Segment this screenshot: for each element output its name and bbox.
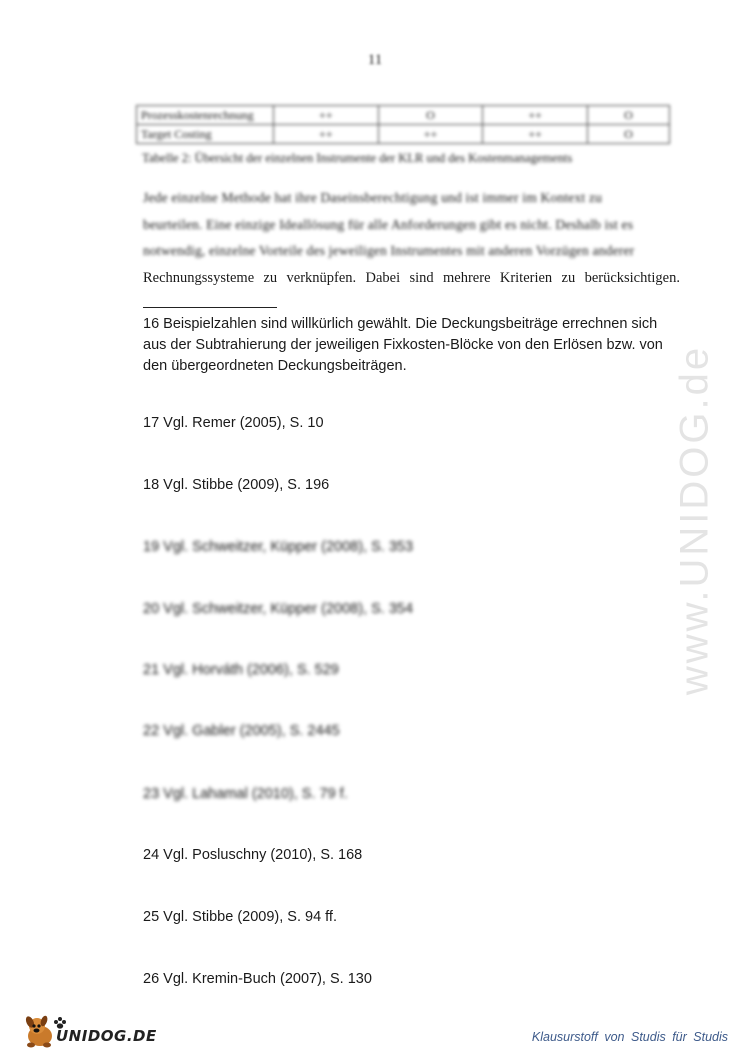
footnote-separator	[143, 307, 277, 308]
paragraph-line: Rechnungssysteme zu verknüpfen. Dabei sind mehrere Kriterien zu berücksichtigen.	[143, 270, 680, 286]
table-cell: O	[587, 125, 669, 144]
table-row	[137, 106, 670, 125]
footnote-16: 16 Beispielzahlen sind willkürlich gewählt. Die Deckungsbeiträge errechnen sich aus der Subtrahierung der jeweiligen Fixkosten-Blöcke von den Erlösen bzw. von den übergeordneten Deckungsbeiträgen.	[143, 316, 663, 374]
table-cell: ++	[483, 125, 588, 144]
footnote-19: 19 Vgl. Schweitzer, Küpper (2008), S. 353	[143, 539, 414, 555]
table-caption: Tabelle 2: Übersicht der einzelnen Instrumente der KLR und des Kostenmanagements	[142, 151, 573, 165]
footnote-24: 24 Vgl. Posluschny (2010), S. 168	[143, 847, 363, 863]
footnote-20: 20 Vgl. Schweitzer, Küpper (2008), S. 354	[143, 601, 414, 617]
watermark-text: www.UNIDOG.de	[672, 344, 717, 696]
table-cell: Prozesskostenrechnung	[137, 106, 274, 125]
logo-text: UNIDOG.DE	[56, 1027, 157, 1045]
footnote-17: 17 Vgl. Remer (2005), S. 10	[143, 415, 324, 431]
instrument-table	[136, 105, 670, 144]
footnote-23: 23 Vgl. Lahamal (2010), S. 79 f.	[143, 786, 348, 802]
paragraph-line: notwendig, einzelne Vorteile des jeweiligen Instrumentes mit anderen Vorzügen anderer	[143, 243, 635, 258]
table-cell: O	[587, 106, 669, 125]
page-number: 11	[367, 52, 383, 68]
footer-slogan: Klausurstoff von Studis für Studis	[531, 1030, 728, 1044]
footnote-25: 25 Vgl. Stibbe (2009), S. 94 ff.	[143, 909, 337, 925]
footnote-22: 22 Vgl. Gabler (2005), S. 2445	[143, 723, 340, 739]
paragraph-line: Jede einzelne Methode hat ihre Daseinsberechtigung und ist immer im Kontext zu	[143, 190, 603, 205]
table-cell: O	[378, 106, 483, 125]
table-cell: ++	[274, 106, 379, 125]
table-row	[137, 125, 670, 144]
table-cell: ++	[483, 106, 588, 125]
footnote-21: 21 Vgl. Horváth (2006), S. 529	[143, 662, 339, 678]
paragraph-line: beurteilen. Eine einzige Ideallösung für alle Anforderungen gibt es nicht. Deshalb ist es	[143, 217, 634, 232]
table-cell: Target Costing	[137, 125, 274, 144]
table-cell: ++	[378, 125, 483, 144]
footnote-18: 18 Vgl. Stibbe (2009), S. 196	[143, 477, 330, 493]
table-cell: ++	[274, 125, 379, 144]
footnote-26: 26 Vgl. Kremin-Buch (2007), S. 130	[143, 971, 372, 987]
